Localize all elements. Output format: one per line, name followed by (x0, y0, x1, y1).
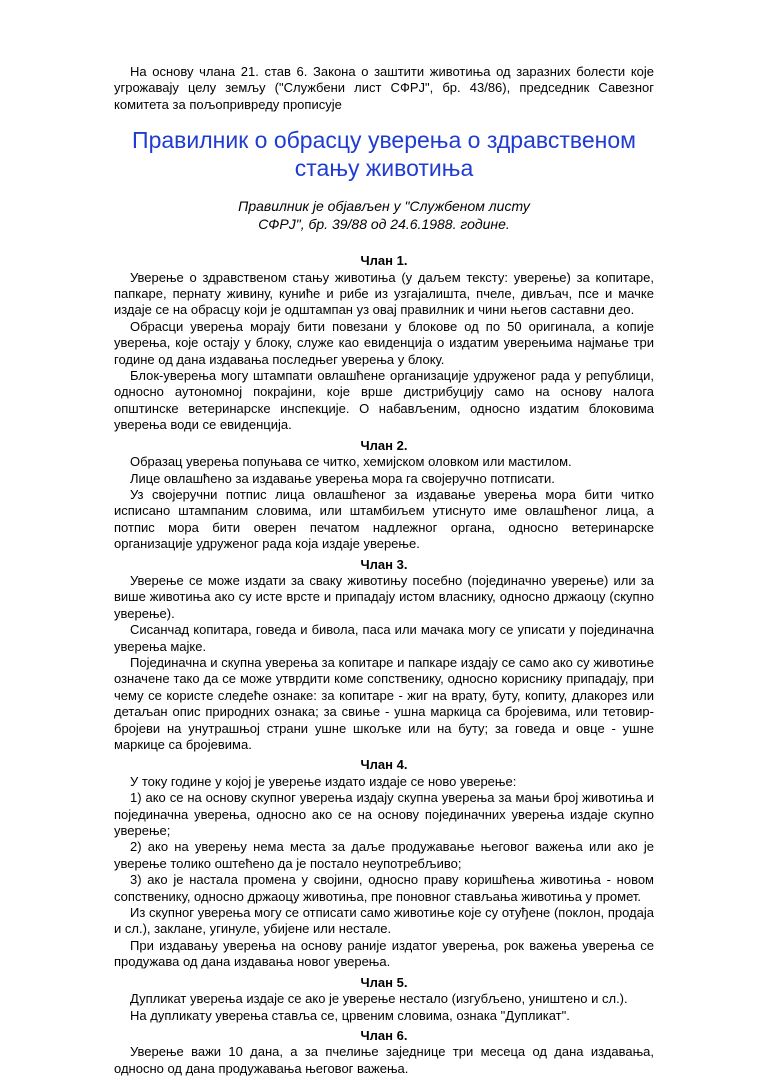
publication-note (114, 197, 654, 233)
article-heading: Члан 1. (360, 253, 408, 269)
article-paragraph: Обрасци уверења морају бити повезани у блокове од по 50 оригинала, а копије уверења, које остају у блоку, служе као евиденција о издатим уверењима најмање три године од дана издавања последњег уверења у блоку. (114, 318, 654, 367)
article-paragraph: Уверење о здравственом стању животиња (у даљем тексту: уверење) за копитаре, папкаре, пернату живину, куниће и рибе из узгајалишта, пчеле, дивљач, псе и мачке издаје се на обрасцу који је одштампан уз овај правилник и чини његов саставни део. (114, 269, 654, 318)
article-paragraph: 1) ако се на основу скупног уверења издају скупна уверења за мањи број животиња и појединачна уверења, односно ако се на основу појединачних уверења издаје скупно уверење; (114, 790, 654, 839)
article-paragraph: На дупликату уверења ставља се, црвеним словима, ознака "Дупликат". (130, 1007, 570, 1023)
document-body (114, 64, 654, 1077)
article-heading: Члан 5. (360, 974, 408, 990)
article-paragraph: Из скупног уверења могу се отписати само животиње које су отуђене (поклон, продаја и сл.), заклане, угинуле, убијене или нестале. (114, 905, 654, 937)
article-section (114, 253, 654, 433)
publication-note-line-2: СФРЈ", бр. 39/88 од 24.6.1988. године. (258, 216, 510, 233)
article-paragraph: Лице овлашћено за издавање уверења мора га својеручно потписати. (130, 470, 555, 486)
article-paragraph: При издавању уверења на основу раније издатог уверења, рок важења уверења се продужава од дана издавања новог уверења. (114, 937, 654, 970)
article-paragraph: Сисанчад копитара, говеда и бивола, паса или мачака могу се уписати у појединачна уверења мајке. (114, 622, 654, 654)
article-paragraph: Појединачна и скупна уверења за копитаре и папкаре издају се само ако су животиње означене тако да се може утврдити коме сопственику, односно кориснику припадају, при чему се користе следеће ознаке: за копитаре - жиг на врату, буту, копиту, длакорез или детаљан опис природних ознака; за свиње - ушна маркица са бројевима, или тетовир-бројеви на унутрашњој страни ушне шкољке или на буту; за говеда и овце - ушне маркице са бројевима. (114, 654, 654, 752)
publication-note-line-1: Правилник је објављен у "Службеном листу (238, 198, 530, 215)
document-title: Правилник о обрасцу уверења о здравственом стању животиња (132, 127, 636, 182)
article-heading: Члан 3. (360, 556, 408, 572)
article-section (114, 557, 654, 754)
article-paragraph: 3) ако је настала промена у својини, односно праву коришћења животиња - новом сопственику, односно држаоцу животиња, пре поновног стављања животиња у промет. (114, 872, 654, 904)
article-paragraph: Уверење се може издати за сваку животињу посебно (појединачно уверење) или за више животиња ако су исте врсте и припадају истом власнику, односно држаоцу (скупно уверење). (114, 572, 654, 621)
preamble-text: На основу члана 21. став 6. Закона о заштити животиња од заразних болести које угрожавају целу земљу ("Службени лист СФРЈ", бр. 43/86), председник Савезног комитета за пољопривреду прописује (114, 64, 654, 112)
article-paragraph: У току године у којој је уверење издато издаје се ново уверење: (130, 773, 517, 789)
article-heading: Члан 2. (360, 437, 408, 453)
article-section (114, 1028, 654, 1077)
article-paragraph: Уверење важи 10 дана, а за пчелиње заједнице три месеца од дана издавања, односно од дана продужавања његовог важења. (114, 1044, 654, 1076)
article-heading: Члан 6. (360, 1027, 408, 1043)
article-paragraph: Уз својеручни потпис лица овлашћеног за издавање уверења мора бити читко исписано штампаним словима, или штамбиљем утиснуто име овлашћеног лица, а потпис мора бити оверен печатом надлежног органа, односно ветеринарске организације удруженог рада која издаје уверење. (114, 486, 654, 552)
article-paragraph: Блок-уверења могу штампати овлашћене организације удруженог рада у републици, односно аутономној покрајини, које врше дистрибуцију само на основу налога општинске ветеринарске инспекције. О набављеним, односно издатим блоковима уверења води се евиденција. (114, 368, 654, 433)
article-paragraph: 2) ако на уверењу нема места за даље продужавање његовог важења или ако је уверење толико оштећено да је постало неупотребљиво; (114, 839, 654, 871)
article-heading: Члан 4. (360, 757, 408, 773)
article-paragraph: Дупликат уверења издаје се ако је уверење нестало (изгубљено, уништено и сл.). (130, 991, 628, 1007)
article-section (114, 438, 654, 553)
article-section (114, 975, 654, 1024)
articles-container (114, 253, 654, 1077)
article-section (114, 757, 654, 970)
article-paragraph: Образац уверења попуњава се читко, хемијском оловком или мастилом. (130, 454, 572, 470)
